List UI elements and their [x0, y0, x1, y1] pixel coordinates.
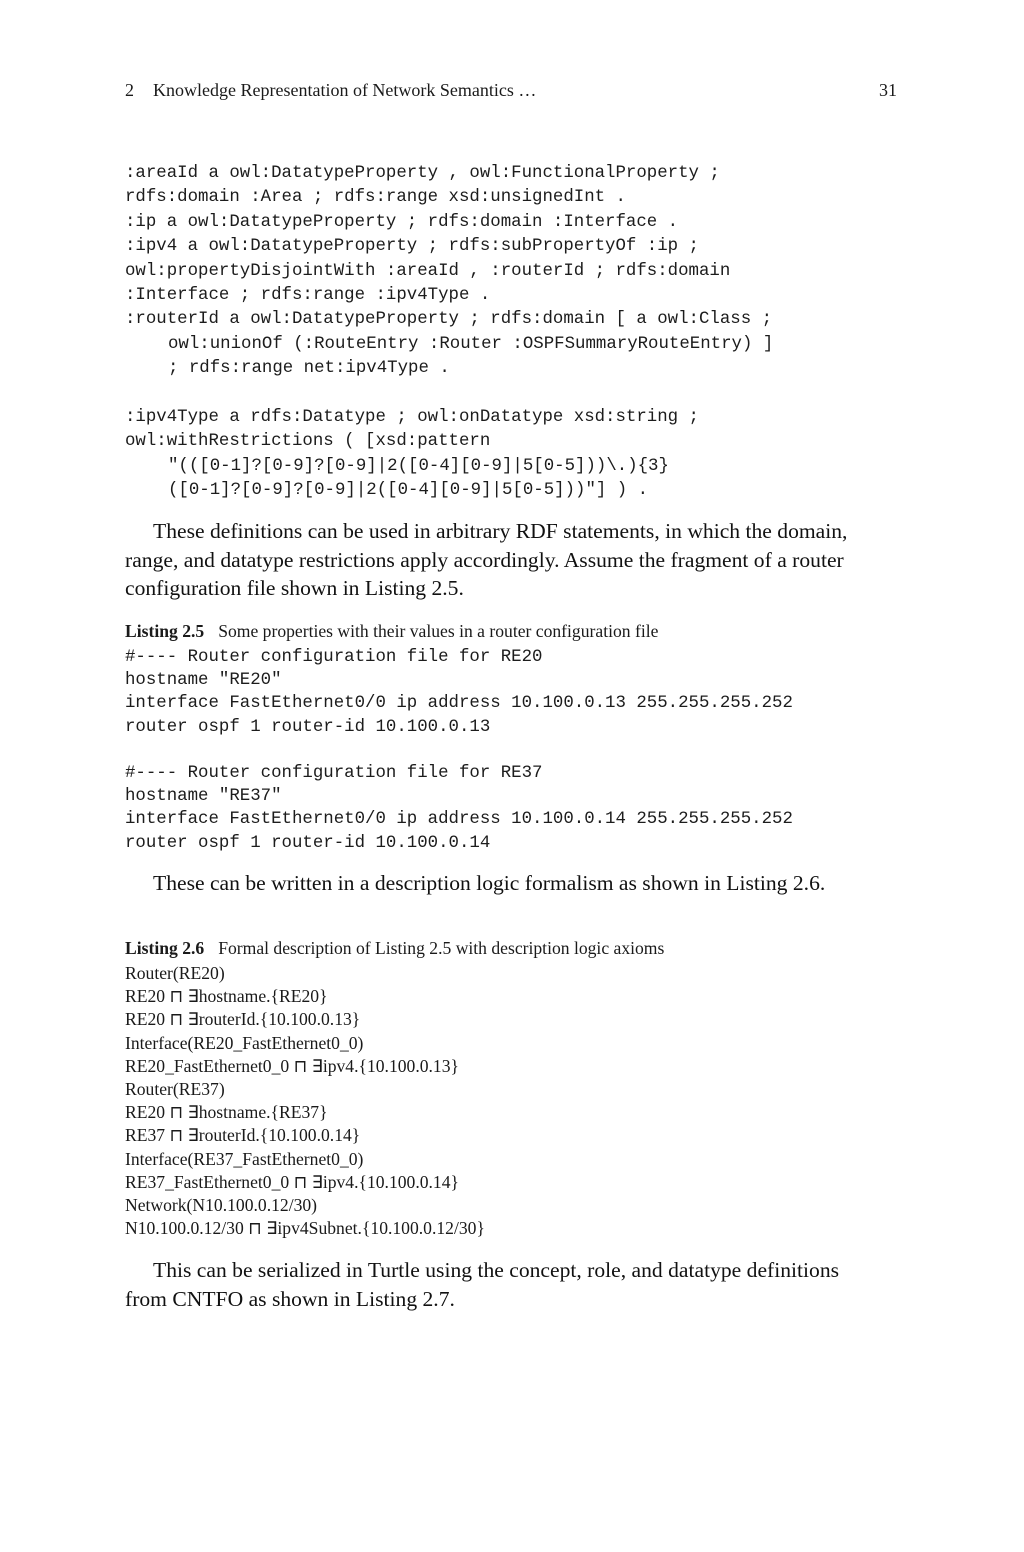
running-header — [125, 80, 897, 106]
code-line: :ip a owl:DatatypeProperty ; rdfs:domain :Interface . — [125, 212, 679, 232]
code-line: owl:withRestrictions ( [xsd:pattern — [125, 432, 491, 452]
axiom-line: Network(N10.100.0.12/30) — [125, 1194, 318, 1215]
axiom-line: Router(RE37) — [125, 1078, 225, 1099]
code-line: hostname "RE37" — [125, 787, 282, 807]
code-line: rdfs:domain :Area ; rdfs:range xsd:unsignedInt . — [125, 188, 626, 208]
axiom-line: Router(RE20) — [125, 963, 225, 983]
code-line — [125, 382, 773, 406]
axiom-line: RE20 ⊓ ∃routerId.{10.100.0.13} — [125, 1009, 361, 1030]
chapter-title: Knowledge Representation of Network Semantics … — [153, 80, 537, 100]
body-paragraph-1 — [125, 517, 901, 603]
router-config-code — [125, 646, 793, 855]
code-line: :ipv4 a owl:DatatypeProperty ; rdfs:subPropertyOf :ip ; — [125, 237, 699, 257]
listing-label: Listing 2.5 — [125, 621, 205, 641]
axiom-line: RE37_FastEthernet0_0 ⊓ ∃ipv4.{10.100.0.14} — [125, 1171, 459, 1192]
code-line: "(([0-1]?[0-9]?[0-9]|2([0-4][0-9]|5[0-5]))\.){3} — [168, 456, 669, 476]
code-line: #---- Router configuration file for RE37 — [125, 763, 543, 783]
code-line: router ospf 1 router-id 10.100.0.14 — [125, 833, 491, 853]
listing-caption-text: Some properties with their values in a router configuration file — [218, 621, 659, 641]
code-line: #---- Router configuration file for RE20 — [125, 648, 543, 667]
axiom-line: RE20 ⊓ ∃hostname.{RE20} — [125, 986, 328, 1007]
code-line: ([0-1]?[0-9]?[0-9]|2([0-4][0-9]|5[0-5]))"] ) . — [168, 481, 649, 501]
paragraph-line: This can be serialized in Turtle using the concept, role, and datatype definitions — [153, 1258, 840, 1282]
code-line: :routerId a owl:DatatypeProperty ; rdfs:domain [ a owl:Class ; — [125, 310, 773, 330]
paragraph-line: These can be written in a description logic formalism as shown in Listing 2.6. — [153, 871, 826, 895]
listing-2-6-caption — [125, 938, 664, 959]
paragraph-line: configuration file shown in Listing 2.5. — [125, 576, 464, 600]
paragraph-line: These definitions can be used in arbitrary RDF statements, in which the domain, — [153, 519, 848, 543]
code-line: hostname "RE20" — [125, 671, 282, 691]
code-line: interface FastEthernet0/0 ip address 10.100.0.14 255.255.255.252 — [125, 810, 793, 830]
listing-2-5-caption — [125, 621, 658, 642]
code-line: :areaId a owl:DatatypeProperty , owl:FunctionalProperty ; — [125, 164, 720, 183]
listing-label: Listing 2.6 — [125, 938, 205, 958]
axiom-line: RE20 ⊓ ∃hostname.{RE37} — [125, 1102, 328, 1123]
code-line: owl:propertyDisjointWith :areaId , :routerId ; rdfs:domain — [125, 261, 731, 281]
body-paragraph-2 — [125, 869, 901, 898]
code-line — [125, 739, 793, 762]
code-line: router ospf 1 router-id 10.100.0.13 — [125, 717, 491, 737]
turtle-definitions-code — [125, 162, 773, 503]
axiom-line: Interface(RE20_FastEthernet0_0) — [125, 1032, 364, 1053]
code-line: ; rdfs:range net:ipv4Type . — [168, 359, 450, 379]
listing-caption-text: Formal description of Listing 2.5 with description logic axioms — [218, 938, 665, 958]
description-logic-axioms — [125, 962, 485, 1240]
body-paragraph-3 — [125, 1256, 901, 1313]
code-line: :Interface ; rdfs:range :ipv4Type . — [125, 285, 491, 305]
page-number: 31 — [879, 80, 897, 100]
axiom-line: N10.100.0.12/30 ⊓ ∃ipv4Subnet.{10.100.0.12/30} — [125, 1218, 485, 1239]
chapter-number: 2 — [125, 80, 134, 100]
paragraph-line: range, and datatype restrictions apply accordingly. Assume the fragment of a router — [125, 547, 844, 572]
code-line: owl:unionOf (:RouteEntry :Router :OSPFSummaryRouteEntry) ] — [168, 334, 774, 354]
axiom-line: Interface(RE37_FastEthernet0_0) — [125, 1148, 364, 1169]
paragraph-line: from CNTFO as shown in Listing 2.7. — [125, 1286, 455, 1311]
code-line: :ipv4Type a rdfs:Datatype ; owl:onDatatype xsd:string ; — [125, 407, 699, 427]
code-line: interface FastEthernet0/0 ip address 10.100.0.13 255.255.255.252 — [125, 694, 793, 714]
axiom-line: RE37 ⊓ ∃routerId.{10.100.0.14} — [125, 1125, 361, 1146]
axiom-line: RE20_FastEthernet0_0 ⊓ ∃ipv4.{10.100.0.13} — [125, 1055, 459, 1076]
